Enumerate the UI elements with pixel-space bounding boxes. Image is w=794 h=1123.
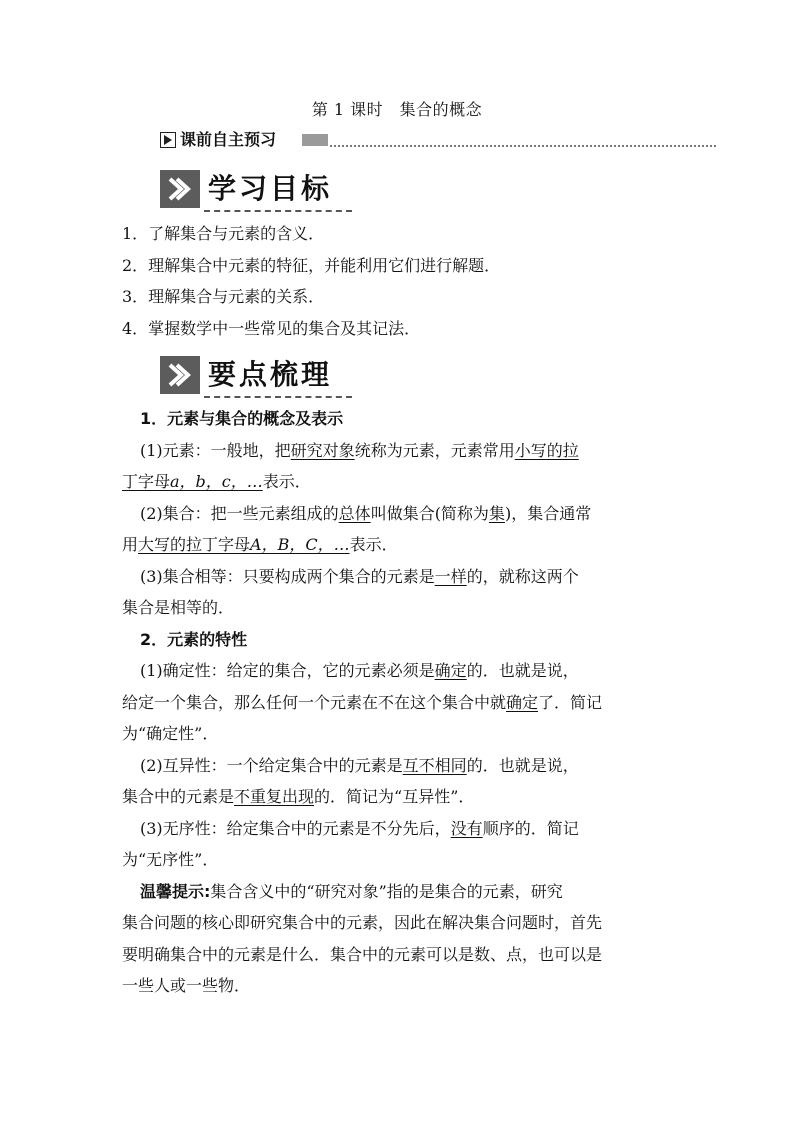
paragraph-line: 给定一个集合，那么任何一个元素在不在这个集合中就确定了．简记 (122, 693, 603, 712)
subheading: 2．元素的特性 (140, 630, 248, 649)
paragraph-line: 集合中的元素是不重复出现的．简记为“互异性”． (122, 787, 475, 806)
paragraph-line: (2)互异性：一个给定集合中的元素是互不相同的．也就是说， (140, 756, 579, 775)
goal-item: 4．掌握数学中一些常见的集合及其记法． (122, 319, 421, 338)
section-points-header (160, 356, 360, 396)
paragraph-line: 丁字母a，b，c，…表示． (122, 472, 311, 491)
tip-label: 温馨提示: (140, 882, 211, 901)
chevron-right-icon (160, 170, 200, 208)
goal-item: 2．理解集合中元素的特征，并能利用它们进行解题． (122, 256, 501, 275)
dotted-divider (330, 145, 716, 147)
paragraph-line: 为“确定性”． (122, 724, 219, 743)
paragraph-line: 为“无序性”． (122, 850, 219, 869)
decorative-block (302, 134, 328, 146)
dashed-underline (204, 210, 352, 212)
tip-line: 要明确集合中的元素是什么．集合中的元素可以是数、点，也可以是 (122, 945, 603, 964)
dashed-underline (204, 396, 352, 398)
paragraph-line: (1)元素：一般地，把研究对象统称为元素，元素常用小写的拉 (140, 441, 579, 460)
preview-section-bar (160, 130, 716, 152)
goal-item: 3．理解集合与元素的关系． (122, 287, 325, 306)
paragraph-line: (3)集合相等：只要构成两个集合的元素是一样的，就称这两个 (140, 567, 579, 586)
paragraph-line: (3)无序性：给定集合中的元素是不分先后，没有顺序的．简记 (140, 819, 579, 838)
tip-line: 温馨提示:集合含义中的“研究对象”指的是集合的元素，研究 (140, 882, 563, 901)
tip-line: 一些人或一些物． (122, 976, 251, 995)
preview-section-label: 课前自主预习 (180, 130, 277, 149)
arrow-icon (160, 132, 176, 148)
section-goals-title: 学习目标 (208, 172, 333, 205)
section-goals-header (160, 170, 360, 210)
chevron-right-icon (160, 356, 200, 394)
lesson-title: 第 1 课时 集合的概念 (311, 100, 483, 119)
paragraph-line: 用大写的拉丁字母A，B，C，…表示． (122, 535, 398, 554)
tip-line: 集合问题的核心即研究集合中的元素，因此在解决集合问题时，首先 (122, 913, 603, 932)
subheading: 1．元素与集合的概念及表示 (140, 409, 344, 428)
goal-item: 1．了解集合与元素的含义． (122, 224, 325, 243)
paragraph-line: (1)确定性：给定的集合，它的元素必须是确定的．也就是说， (140, 661, 579, 680)
section-points-title: 要点梳理 (208, 358, 333, 391)
paragraph-line: (2)集合：把一些元素组成的总体叫做集合(简称为集)，集合通常 (140, 504, 592, 523)
paragraph-line: 集合是相等的． (122, 598, 235, 617)
